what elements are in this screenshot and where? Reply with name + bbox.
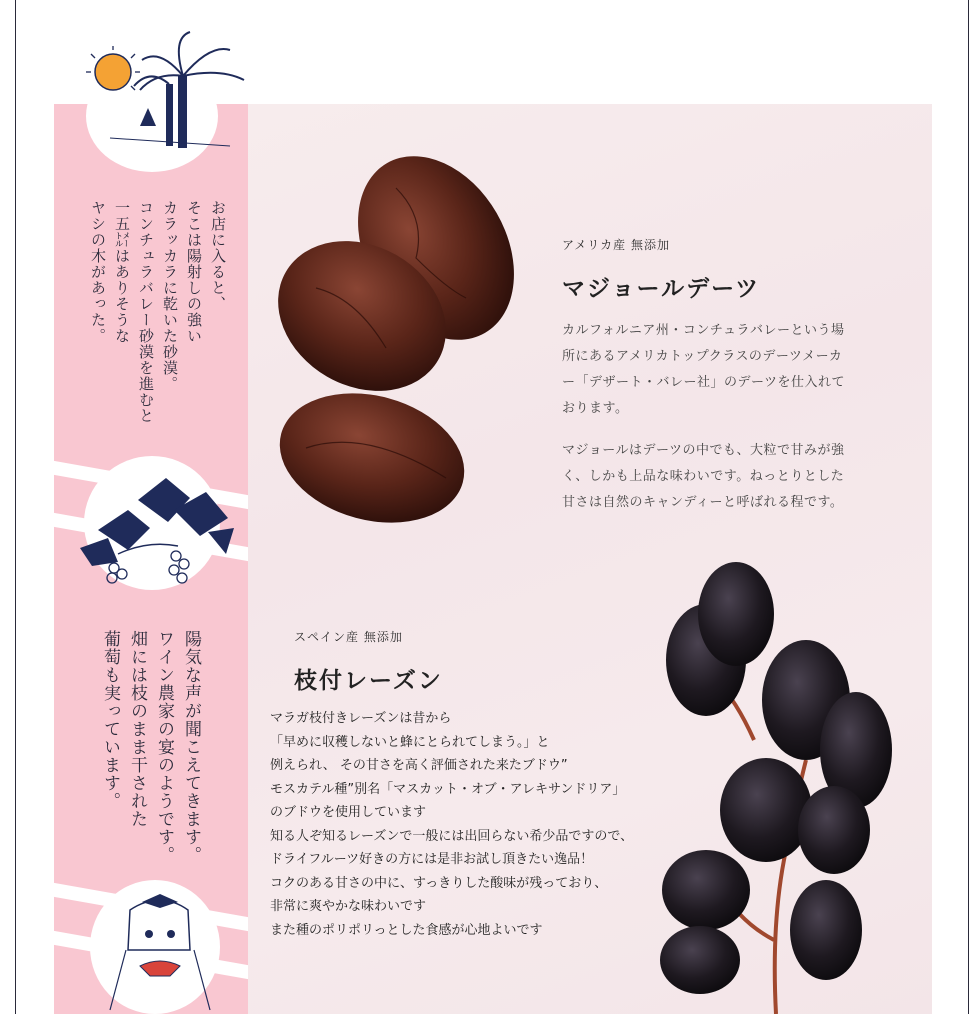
dates-description-line: ー「デザート・バレー社」のデーツを仕入れて xyxy=(562,375,845,390)
raisins-origin-label: スペイン産 無添加 xyxy=(294,630,403,644)
sidebar-vertical-text-desert: お店に入ると、 そこは陽射しの強い カラッカラに乾いた砂漠。 コンチュラバレー砂漠を進むと 一五㍍はありそうな ヤシの木があった。 xyxy=(89,200,227,424)
raisins-description xyxy=(270,707,633,942)
raisins-on-vine-photo xyxy=(636,560,896,1014)
dates-photo xyxy=(276,148,528,532)
frame-right-border xyxy=(968,0,969,1014)
dates-description-line: く、しかも上品な味わいです。ねっとりとした xyxy=(562,469,845,484)
raisins-description-line: のブドウを使用しています xyxy=(270,805,427,820)
dates-origin-label: アメリカ産 無添加 xyxy=(562,238,670,252)
raisins-description-line: モスカテル種”別名「マスカット・オブ・アレキサンドリア」 xyxy=(270,781,626,797)
raisins-description-line: ドライフルーツ好きの方には是非お試し頂きたい逸品！ xyxy=(270,852,594,867)
dates-description-line: おります。 xyxy=(562,401,629,416)
dates-description-line: マジョールはデーツの中でも、大粒で甘みが強 xyxy=(562,443,845,458)
dates-description-1 xyxy=(562,318,845,422)
raisins-description-line: 知る人ぞ知るレーズンで一般には出回らない希少品ですので、 xyxy=(270,828,634,844)
dates-description-2 xyxy=(562,438,844,516)
frame-left-border xyxy=(15,0,16,1014)
raisins-description-line: マラガ枝付きレーズンは昔から xyxy=(270,711,452,726)
palm-desert-illustration-icon xyxy=(80,28,250,158)
raisins-description-line: 非常に爽やかな味わいです xyxy=(270,899,427,914)
raisins-description-line: 例えられ、 その甘さを高く評価された来たブドウ” xyxy=(270,758,568,773)
dates-description-line: 所にあるアメリカトップクラスのデーツメーカ xyxy=(562,349,843,364)
dates-description-line: 甘さは自然のキャンディーと呼ばれる程です。 xyxy=(562,495,844,510)
raisins-description-line: また種のポリポリっとした食感が心地よいです xyxy=(270,922,543,938)
sidebar-vertical-text-vineyard: 陽気な声が聞こえてきます。 ワイン農家の宴のようです。 畑には枝のまま干された 葡萄も実っています。 xyxy=(100,630,201,864)
raisins-title: 枝付レーズン xyxy=(294,668,443,694)
dates-description-line: カルフォルニア州・コンチュラバレーという場 xyxy=(562,323,845,338)
raisins-description-line: コクのある甘さの中に、すっきりした酸味が残っており、 xyxy=(270,875,608,891)
raisins-description-line: 「早めに収穫しないと蜂にとられてしまう。」と xyxy=(270,734,550,750)
dates-title: マジョールデーツ xyxy=(562,276,761,302)
